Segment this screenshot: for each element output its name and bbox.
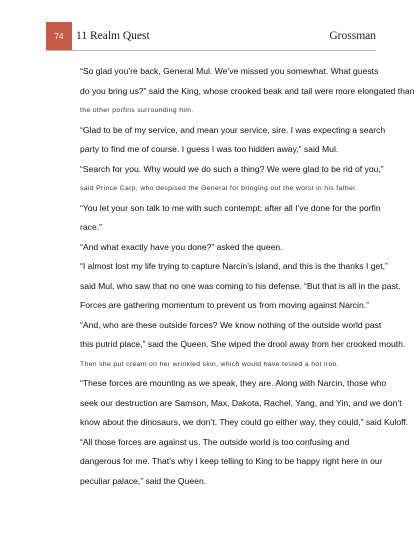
paragraph: [48, 316, 406, 375]
text-line: “Search for you. Why would we do such a thing? We were glad to be rid of you,”: [80, 163, 384, 174]
paragraph: [48, 121, 386, 160]
paragraph: [48, 257, 401, 316]
text-line: “You let your son talk to me with such contempt; after all I’ve done for the porfin: [80, 202, 381, 213]
book-title: 11 Realm Quest: [76, 30, 150, 42]
text-line: race.”: [80, 222, 102, 232]
text-line: the other porfins surrounding him.: [80, 107, 194, 114]
author-name: Grossman: [329, 30, 376, 42]
text-line: seek our destruction are Samson, Max, Dakota, Rachel, Yang, and Yin, and we don’t: [80, 397, 402, 408]
text-line: “These forces are mounting as we speak, they are. Along with Narcin, those who: [80, 378, 387, 388]
paragraph: [48, 62, 415, 121]
text-line: said Prince Carp, who despised the General for bringing out the worst in his father.: [80, 185, 358, 192]
text-line: “And, who are these outside forces? We know nothing of the outside world past: [80, 319, 382, 330]
text-line: “So glad you’re back, General Mul. We’ve missed you somewhat. What guests: [80, 66, 379, 76]
text-line: “And what exactly have you done?” asked the queen.: [80, 241, 283, 252]
paragraph: [48, 238, 378, 258]
paragraph: [48, 160, 384, 199]
paragraph: [48, 199, 381, 238]
text-line: this putrid place,” said the Queen. She wiped the drool away from her crooked mouth.: [80, 339, 406, 349]
header-divider: [46, 50, 376, 51]
page-number: 74: [54, 31, 64, 41]
text-line: Then she put cream on her wrinkled skin, which would have tested a hot iron.: [80, 360, 339, 368]
paragraph: [48, 433, 383, 492]
text-line: said Mul, who saw that no one was coming to his defense. “But that is all in the past.: [80, 280, 401, 291]
text-line: do you bring us?” said the King, whose crooked beak and tail were more elongated than: [80, 85, 415, 96]
text-line: “All those forces are against us. The outside world is too confusing and: [80, 436, 350, 447]
text-line: know about the dinosaurs, we don’t. They could go either way, they could,” said Kuloff.: [80, 417, 409, 427]
text-line: “Glad to be of my service, and mean your service, sire. I was expecting a search: [80, 124, 386, 135]
text-line: party to find me of course. I guess I was too hidden away,” said Mul.: [80, 144, 339, 154]
text-line: “I almost lost my life trying to capture Narcin’s island, and this is the thanks I get,”: [80, 261, 388, 271]
page-number-badge: [46, 22, 72, 50]
text-line: peculiar palace,” said the Queen.: [80, 475, 207, 486]
page-body: [48, 62, 415, 491]
text-line: dangerous for me. That’s why I keep telling to King to be happy right here in our: [80, 456, 383, 466]
paragraph: [48, 374, 409, 433]
text-line: Forces are gathering momentum to prevent us from moving against Narcin.”: [80, 300, 369, 310]
